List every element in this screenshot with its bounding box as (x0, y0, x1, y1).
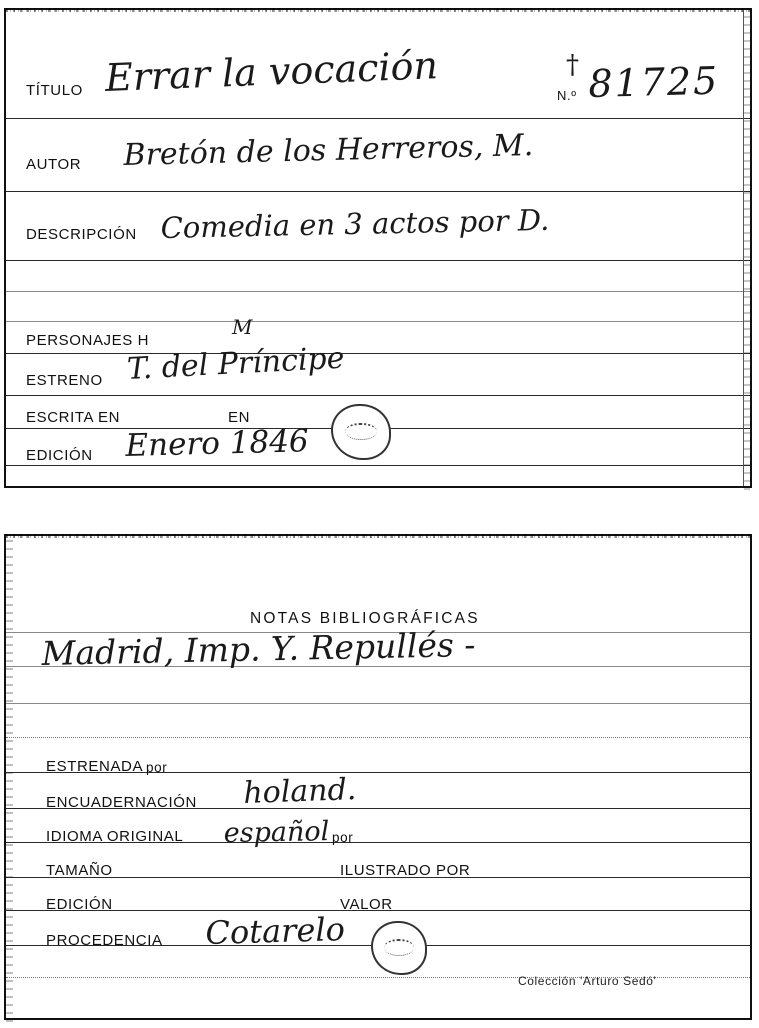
field-value-autor: Bretón de los Herreros, M. (123, 128, 534, 173)
field-label-edicion: EDICIÓN (26, 447, 93, 464)
notes-value: Madrid, Imp. Y. Repullés - (41, 624, 476, 673)
field-label-estreno: ESTRENO (26, 372, 103, 389)
field-label-escrita-en-secondary: EN (228, 409, 251, 426)
collection-footer: Colección 'Arturo Sedó' (518, 974, 657, 988)
rule-line (6, 191, 750, 192)
rule-line (6, 321, 750, 322)
personajes-m-marker: M (232, 315, 253, 339)
field-value-descripcion: Comedia en 3 actos por D. (160, 202, 550, 245)
field-label-estrenada-por: por (146, 760, 168, 775)
record-number-label: N.º (557, 88, 577, 103)
field-label-descripcion: DESCRIPCIÓN (26, 226, 137, 243)
field-value-encuadernacion: holand. (242, 772, 357, 811)
field-label-ilustrado-por: ILUSTRADO POR (340, 862, 471, 879)
ink-blot-stamp-back (371, 921, 427, 975)
scan-edge-noise-right (744, 10, 750, 490)
rule-line (6, 260, 750, 261)
field-label-procedencia: PROCEDENCIA (46, 932, 163, 949)
catalogue-card-front (4, 8, 752, 488)
rule-line (6, 737, 750, 738)
notes-section-title: NOTAS BIBLIOGRÁFICAS (250, 610, 480, 627)
field-label-personajes-h: PERSONAJES H (26, 332, 150, 349)
field-label-titulo: TÍTULO (26, 82, 83, 99)
field-label-edicion-back: EDICIÓN (46, 896, 113, 913)
rule-line (6, 118, 750, 119)
field-value-titulo: Errar la vocación (104, 43, 439, 100)
catalogue-card-back (4, 534, 752, 1020)
field-value-idioma-original: español (223, 816, 330, 849)
field-label-escrita-en: ESCRITA EN (26, 409, 121, 426)
scan-edge-noise-top (6, 8, 754, 12)
rule-line (6, 291, 750, 292)
rule-line (6, 465, 750, 466)
field-label-encuadernacion: ENCUADERNACIÓN (46, 794, 197, 811)
field-label-autor: AUTOR (26, 156, 82, 173)
field-value-procedencia: Cotarelo (204, 910, 346, 952)
record-number: 81725 (587, 58, 720, 106)
field-value-edicion: Enero 1846 (125, 423, 310, 464)
scan-edge-noise-top-back (6, 534, 754, 538)
rule-line (6, 395, 750, 396)
field-label-idioma-por: por (332, 830, 354, 845)
field-label-valor: VALOR (340, 896, 393, 913)
ink-blot-stamp (331, 404, 391, 460)
rule-line (6, 353, 750, 354)
scan-edge-noise-left-back (6, 536, 13, 1022)
cross-mark: † (566, 50, 579, 80)
rule-line (6, 703, 750, 704)
field-label-idioma-original: IDIOMA ORIGINAL (46, 828, 184, 845)
field-label-estrenada: ESTRENADA (46, 758, 144, 775)
field-value-estreno: T. del Príncipe (126, 340, 346, 387)
field-label-tamano: TAMAÑO (46, 862, 113, 879)
